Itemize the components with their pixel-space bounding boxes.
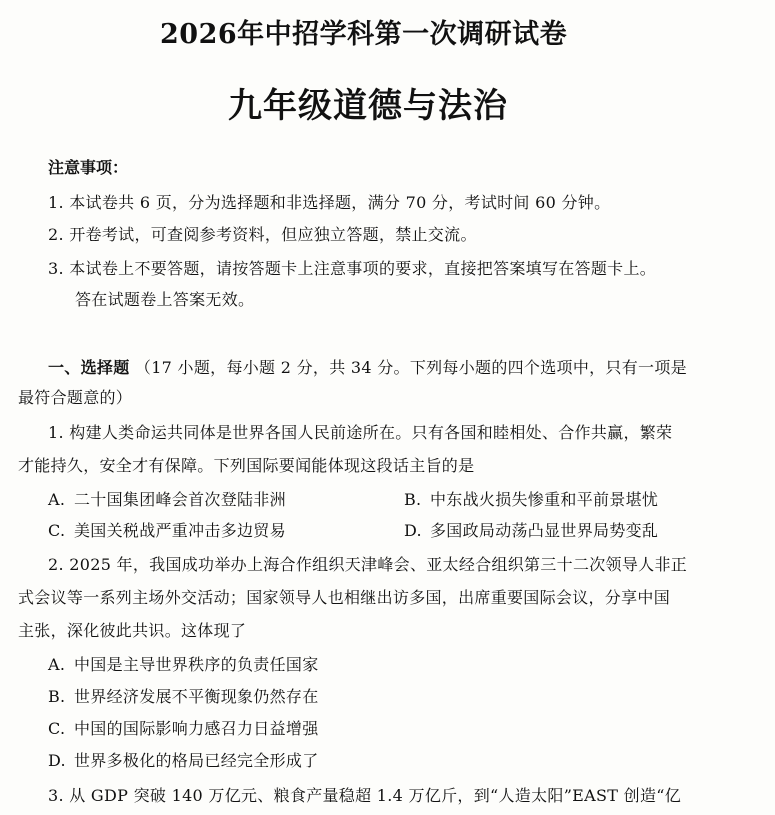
question-2-stem-line-1: 2. 2025 年，我国成功举办上海合作组织天津峰会、亚太经合组织第三十二次领导人非正	[48, 555, 688, 574]
option-text: 中国的国际影响力感召力日益增强	[74, 719, 319, 738]
option-letter: B.	[48, 687, 66, 706]
notice-heading: 注意事项：	[48, 158, 129, 177]
exam-title: 2026年中招学科第一次调研试卷	[160, 19, 568, 50]
option-letter: C.	[48, 521, 66, 540]
option-letter: A.	[48, 655, 66, 674]
notice-item-1: 1. 本试卷共 6 页，分为选择题和非选择题，满分 70 分，考试时间 60 分钟。	[48, 193, 611, 212]
option-text: 世界多极化的格局已经完全形成了	[74, 751, 319, 770]
option-letter: A.	[48, 490, 66, 509]
section-1-label: 一、选择题	[48, 358, 130, 377]
question-2-option-c	[48, 716, 319, 739]
section-1-desc-cont: 最符合题意的）	[18, 388, 133, 407]
question-1-stem-line-1: 1. 构建人类命运共同体是世界各国人民前途所在。只有各国和睦相处、合作共赢，繁荣	[48, 423, 673, 442]
question-1-stem-line-2: 才能持久，安全才有保障。下列国际要闻能体现这段话主旨的是	[18, 456, 475, 475]
question-2-option-b	[48, 684, 319, 707]
option-text: 二十国集团峰会首次登陆非洲	[74, 490, 286, 509]
question-2-option-a	[48, 652, 319, 675]
question-1-option-a	[48, 487, 286, 510]
notice-item-2: 2. 开卷考试，可查阅参考资料，但应独立答题，禁止交流。	[48, 225, 477, 244]
question-2-stem-line-3: 主张，深化彼此共识。这体现了	[18, 621, 247, 640]
option-text: 世界经济发展不平衡现象仍然存在	[74, 687, 319, 706]
notice-item-3: 3. 本试卷上不要答题，请按答题卡上注意事项的要求，直接把答案填写在答题卡上。	[48, 259, 657, 278]
option-letter: C.	[48, 719, 66, 738]
exam-subject: 九年级道德与法治	[228, 86, 508, 126]
question-3-stem-line-1: 3. 从 GDP 突破 140 万亿元、粮食产量稳超 1.4 万亿斤，到“人造太阳”EAST 创造“亿	[48, 786, 682, 805]
question-1-option-c	[48, 518, 286, 541]
option-text: 中国是主导世界秩序的负责任国家	[74, 655, 319, 674]
option-letter: B.	[404, 490, 422, 509]
option-text: 美国关税战严重冲击多边贸易	[74, 521, 286, 540]
section-1-desc: （17 小题，每小题 2 分，共 34 分。下列每小题的四个选项中，只有一项是	[134, 358, 687, 377]
option-letter: D.	[404, 521, 422, 540]
notice-item-3-cont: 答在试题卷上答案无效。	[75, 290, 255, 309]
section-1-header	[48, 355, 687, 378]
option-text: 多国政局动荡凸显世界局势变乱	[430, 521, 659, 540]
question-2-stem-line-2: 式会议等一系列主场外交活动；国家领导人也相继出访多国，出席重要国际会议，分享中国	[18, 588, 671, 607]
question-1-option-b	[404, 487, 658, 510]
option-text: 中东战火损失惨重和平前景堪忧	[430, 490, 659, 509]
question-2-option-d	[48, 748, 319, 771]
question-1-option-d	[404, 518, 658, 541]
option-letter: D.	[48, 751, 66, 770]
